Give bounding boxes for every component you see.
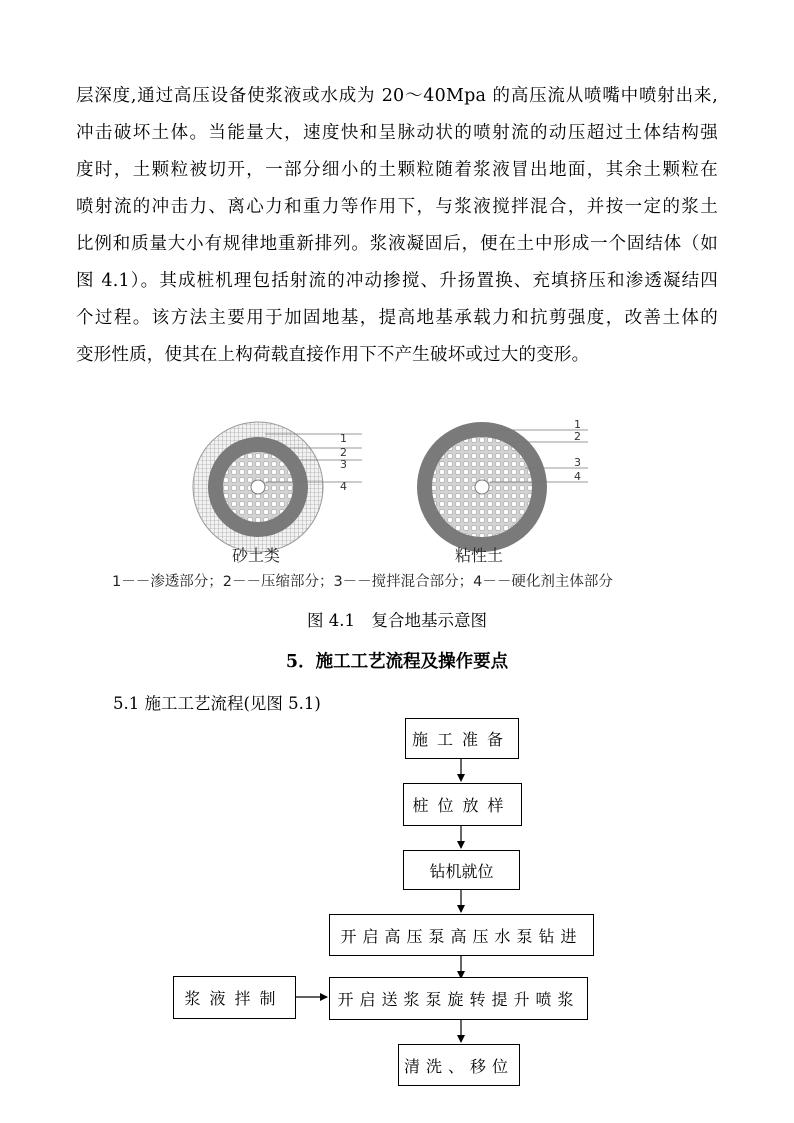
paragraph-line: 层深度,通过高压设备使浆液或水成为 20～40Mpa 的高压流从喷嘴中喷射出来, <box>76 86 718 106</box>
paragraph-line: 变形性质，使其在上构荷载直接作用下不产生破坏或过大的变形。 <box>76 345 590 365</box>
flow-step-preparation: 施工准备 <box>405 718 519 759</box>
subsection-heading: 5.1 施工工艺流程(见图 5.1) <box>113 694 321 713</box>
label-2: 2 <box>574 430 581 443</box>
flow-step-grouting: 开启送浆泵旋转提升喷浆 <box>329 977 588 1020</box>
label-3: 3 <box>340 458 347 471</box>
label-1: 1 <box>340 432 347 445</box>
flow-step-rig-positioning: 钻机就位 <box>403 850 520 890</box>
paragraph-line: 冲击破坏土体。当能量大，速度快和呈脉动状的喷射流的动压超过土体结构强 <box>76 123 718 143</box>
label-2: 2 <box>340 446 347 459</box>
figure-caption: 图 4.1 复合地基示意图 <box>307 611 487 630</box>
flow-step-cleaning: 清洗、移位 <box>398 1044 520 1086</box>
figure-legend: 1－－渗透部分；2－－压缩部分；3－－搅拌混合部分；4－－硬化剂主体部分 <box>112 574 613 590</box>
label-4: 4 <box>340 480 347 493</box>
paragraph-line: 图 4.1）。其成桩机理包括射流的冲动掺搅、升扬置换、充填挤压和渗透凝结四 <box>76 271 718 291</box>
label-1: 1 <box>574 418 581 431</box>
paragraph-line: 比例和质量大小有规律地重新排列。浆液凝固后，便在土中形成一个固结体（如 <box>76 234 718 254</box>
paragraph-line: 喷射流的冲击力、离心力和重力等作用下，与浆液搅拌混合，并按一定的浆土 <box>76 197 718 217</box>
clay-label: 粘性土 <box>455 546 504 565</box>
paragraph-line: 度时，土颗粒被切开，一部分细小的土颗粒随着浆液冒出地面，其余土颗粒在 <box>76 160 718 180</box>
label-3: 3 <box>574 456 581 469</box>
label-4: 4 <box>574 470 581 483</box>
flow-step-slurry-mixing: 浆液拌制 <box>173 976 296 1019</box>
flow-step-drilling: 开启高压泵高压水泵钻进 <box>329 914 594 956</box>
flow-step-pile-layout: 桩位放样 <box>403 783 522 826</box>
section-heading: 5．施工工艺流程及操作要点 <box>285 652 509 672</box>
paragraph-line: 个过程。该方法主要用于加固地基，提高地基承载力和抗剪强度，改善土体的 <box>76 308 718 328</box>
sand-label: 砂土类 <box>232 546 281 565</box>
